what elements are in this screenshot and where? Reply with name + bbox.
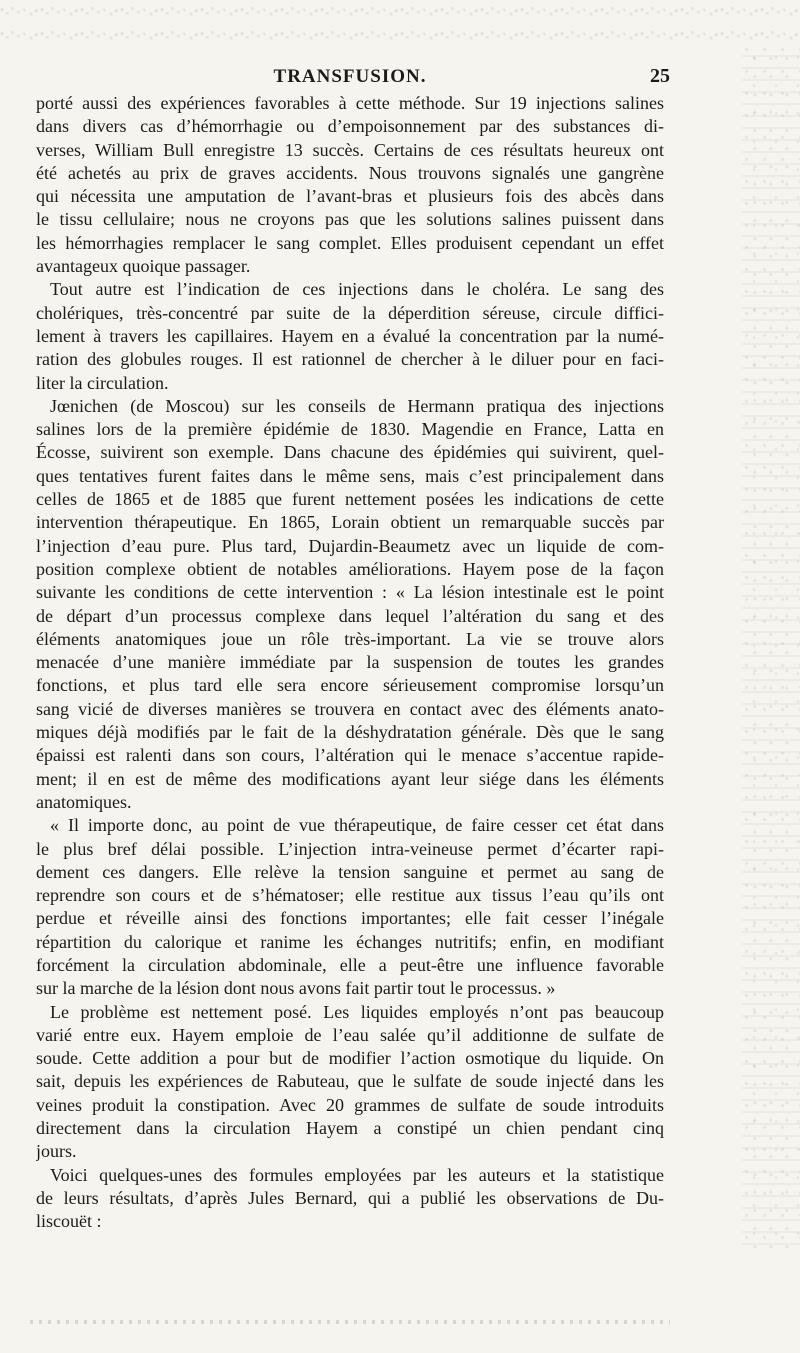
- text-line: répartition du calorique et ranime les échanges nutritifs; enfin, en modifiant: [36, 931, 664, 952]
- text-line: liter la circulation.: [36, 372, 169, 393]
- text-line: sang vicié de diverses manières se trouvera en contact avec des éléments anato-: [36, 698, 664, 719]
- text-line: avantageux quoique passager.: [36, 256, 251, 277]
- running-header-title: TRANSFUSION.: [273, 66, 427, 87]
- text-line: directement dans la circulation Hayem a constipé un chien pendant cinq: [36, 1118, 664, 1139]
- text-line: sur la marche de la lésion dont nous avons fait partir tout le processus. »: [36, 978, 556, 999]
- text-line: sait, depuis les expériences de Rabuteau, que le sulfate de soude injecté dans les: [36, 1071, 664, 1092]
- text-line: Le problème est nettement posé. Les liquides employés n’ont pas beaucoup: [50, 1001, 664, 1022]
- text-line: dans divers cas d’hémorrhagie ou d’empoisonnement par des substances di-: [36, 116, 664, 137]
- text-line: épaissi est ralenti dans son cours, l’altération qui le menace s’accentue rapide-: [36, 745, 664, 766]
- text-line: les hémorrhagies remplacer le sang complet. Elles produisent cependant un effet: [36, 232, 664, 253]
- text-line: été achetés au prix de graves accidents. Nous trouvons signalés une gangrène: [36, 162, 664, 183]
- text-line: miques déjà modifiés par le fait de la déshydratation générale. Dès que le sang: [36, 722, 664, 743]
- text-line: intervention thérapeutique. En 1865, Lorain obtient un remarquable succès par: [36, 512, 664, 533]
- text-line: menacée d’une manière immédiate par la suspension de toutes les grandes: [36, 652, 664, 673]
- text-line: salines lors de la première épidémie de 1830. Magendie en France, Latta en: [36, 419, 664, 440]
- text-line: l’injection d’eau pure. Plus tard, Dujardin-Beaumetz avec un liquide de com-: [36, 535, 664, 556]
- text-line: fonctions, et plus tard elle sera encore sérieusement compromise lorsqu’un: [36, 675, 664, 696]
- text-line: position complexe obtient de notables améliorations. Hayem pose de la façon: [36, 558, 664, 579]
- text-line: forcément la circulation abdominale, elle a peut-être une influence favorable: [36, 954, 664, 975]
- scan-bottom-dots: [30, 1320, 670, 1324]
- page-number: 25: [650, 65, 670, 87]
- text-line: veines produit la constipation. Avec 20 grammes de sulfate de soude introduits: [36, 1094, 664, 1115]
- text-line: jours.: [36, 1141, 77, 1162]
- text-line: reprendre son cours et de s’hématoser; elle restitue aux tissus l’eau qu’ils ont: [36, 885, 664, 906]
- text-line: lement à travers les capillaires. Hayem en a évalué la concentration par la numé-: [36, 325, 664, 346]
- text-line: Jœnichen (de Moscou) sur les conseils de Hermann pratiqua des injections: [50, 395, 664, 416]
- body-text: [36, 92, 664, 1234]
- text-line: le tissu cellulaire; nous ne croyons pas que les solutions salines puissent dans: [36, 209, 664, 230]
- text-line: dement ces dangers. Elle relève la tension sanguine et permet au sang de: [36, 861, 664, 882]
- text-line: celles de 1865 et de 1885 que furent nettement posées les indications de cette: [36, 489, 664, 510]
- text-line: de leurs résultats, d’après Jules Bernard, qui a publié les observations de Du-: [36, 1187, 664, 1208]
- text-line: varié entre eux. Hayem emploie de l’eau salée qu’il additionne de sulfate de: [36, 1024, 664, 1045]
- text-line: Écosse, suivirent son exemple. Dans chacune des épidémies qui suivirent, quel-: [36, 442, 664, 463]
- text-line: le plus bref délai possible. L’injection intra-veineuse permet d’écarter rapi-: [36, 838, 664, 859]
- text-line: « Il importe donc, au point de vue thérapeutique, de faire cesser cet état dans: [50, 815, 664, 836]
- scan-right-noise: [742, 45, 800, 1250]
- text-line: cholériques, très-concentré par suite de la déperdition séreuse, circule diffici-: [36, 302, 664, 323]
- text-line: qui nécessita une amputation de l’avant-bras et plusieurs fois des abcès dans: [36, 186, 664, 207]
- text-line: de départ d’un processus complexe dans lequel l’altération du sang et des: [36, 605, 664, 626]
- text-line: ration des globules rouges. Il est rationnel de chercher à le diluer pour en faci-: [36, 349, 664, 370]
- text-line: suivante les conditions de cette intervention : « La lésion intestinale est le point: [36, 582, 664, 603]
- text-line: perdue et réveille ainsi des fonctions importantes; elle fait cesser l’inégale: [36, 908, 664, 929]
- text-line: Voici quelques-unes des formules employées par les auteurs et la statistique: [50, 1164, 664, 1185]
- text-line: anatomiques.: [36, 791, 132, 812]
- text-line: ment; il en est de même des modifications ayant leur siége dans les éléments: [36, 768, 664, 789]
- scan-top-noise: [0, 0, 800, 48]
- text-line: ques tentatives furent faites dans le même sens, mais c’est principalement dans: [36, 465, 664, 486]
- text-line: éléments anatomiques joue un rôle très-important. La vie se trouve alors: [36, 628, 664, 649]
- text-line: soude. Cette addition a pour but de modifier l’action osmotique du liquide. On: [36, 1048, 664, 1069]
- text-line: verses, William Bull enregistre 13 succès. Certains de ces résultats heureux ont: [36, 139, 664, 160]
- text-line: liscouët :: [36, 1211, 102, 1232]
- text-line: porté aussi des expériences favorables à cette méthode. Sur 19 injections salines: [36, 93, 664, 113]
- text-line: Tout autre est l’indication de ces injections dans le choléra. Le sang des: [50, 279, 664, 300]
